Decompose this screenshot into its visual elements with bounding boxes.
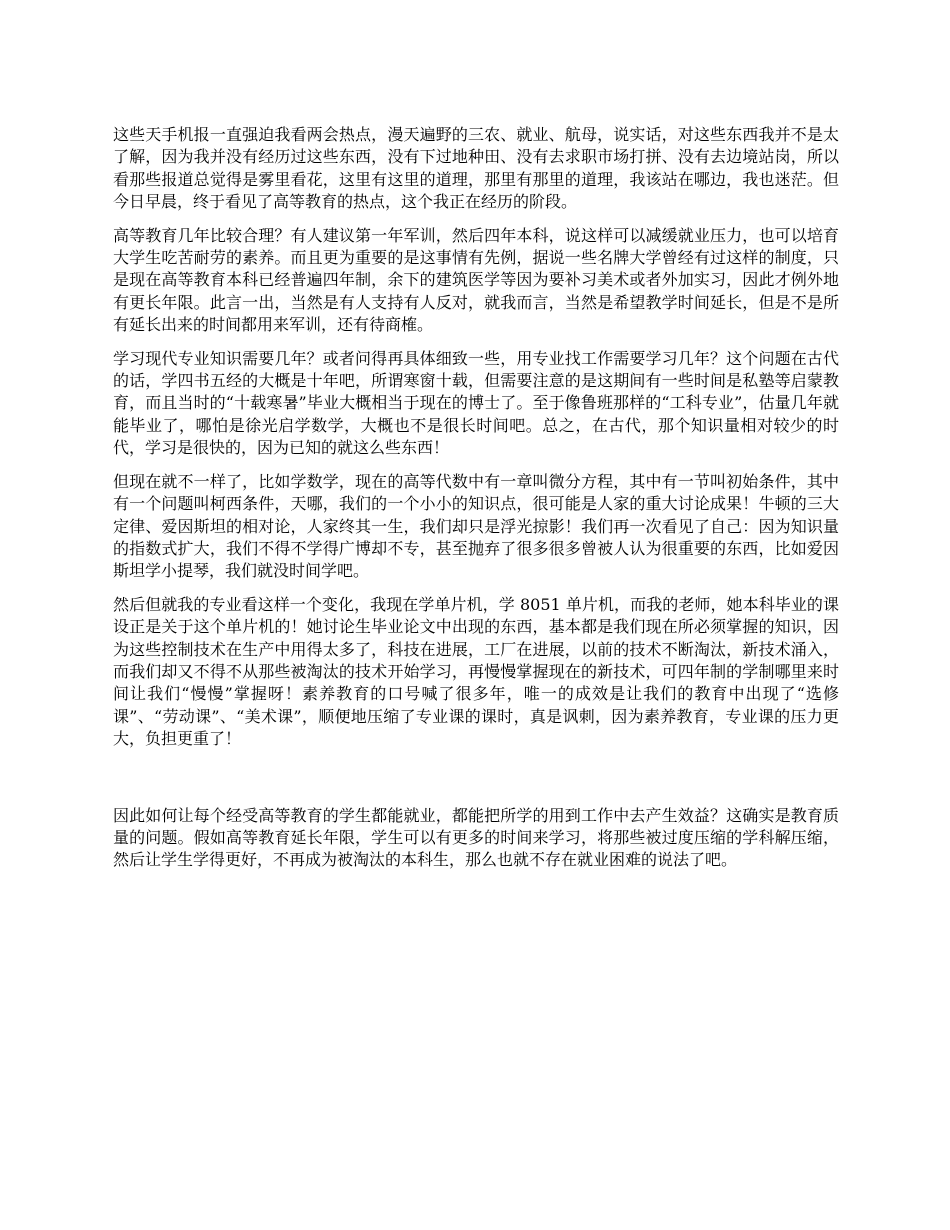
paragraph-6: 因此如何让每个经受高等教育的学生都能就业，都能把所学的用到工作中去产生效益？这确实是教育质量的问题。假如高等教育延长年限，学生可以有更多的时间来学习，将那些被过度压缩的学科解压缩，然后让学生学得更好，不再成为被淘汰的本科生，那么也就不存在就业困难的说法了吧。 xyxy=(113,805,839,870)
paragraph-spacer-large xyxy=(113,751,839,805)
paragraph-spacer xyxy=(113,214,839,225)
document-page xyxy=(113,124,839,872)
paragraph-5: 然后但就我的专业看这样一个变化，我现在学单片机，学 8051 单片机，而我的老师，她本科毕业的课设正是关于这个单片机的！她讨论生毕业论文中出现的东西，基本都是我们现在所必须掌握的知识，因为这些控制技术在生产中用得太多了，科技在进展，工厂在进展，以前的技术不断淘汰，新技术涌入，而我们却又不得不从那些被淘汰的技术开始学习，再慢慢掌握现在的新技术，可四年制的学制哪里来时间让我们“慢慢”掌握呀！素养教育的口号喊了很多年，唯一的成效是让我们的教育中出现了“选修课”、“劳动课”、“美术课”，顺便地压缩了专业课的课时，真是讽刺，因为素养教育，专业课的压力更大，负担更重了！ xyxy=(113,594,839,749)
paragraph-spacer xyxy=(113,460,839,471)
paragraph-3: 学习现代专业知识需要几年？或者问得再具体细致一些，用专业找工作需要学习几年？这个问题在古代的话，学四书五经的大概是十年吧，所谓寒窗十载，但需要注意的是这期间有一些时间是私塾等启蒙教育，而且当时的“十载寒暑”毕业大概相当于现在的博士了。至于像鲁班那样的“工科专业”，估量几年就能毕业了，哪怕是徐光启学数学，大概也不是很长时间吧。总之，在古代，那个知识量相对较少的时代，学习是很快的，因为已知的就这么些东西！ xyxy=(113,348,839,458)
paragraph-4: 但现在就不一样了，比如学数学，现在的高等代数中有一章叫微分方程，其中有一节叫初始条件，其中有一个问题叫柯西条件，天哪，我们的一个小小的知识点，很可能是人家的重大讨论成果！牛顿的三大定律、爱因斯坦的相对论，人家终其一生，我们却只是浮光掠影！我们再一次看见了自己：因为知识量的指数式扩大，我们不得不学得广博却不专，甚至抛弃了很多很多曾被人认为很重要的东西，比如爱因斯坦学小提琴，我们就没时间学吧。 xyxy=(113,471,839,581)
paragraph-spacer xyxy=(113,583,839,594)
paragraph-1: 这些天手机报一直强迫我看两会热点，漫天遍野的三农、就业、航母，说实话，对这些东西我并不是太了解，因为我并没有经历过这些东西，没有下过地种田、没有去求职市场打拼、没有去边境站岗，所以看那些报道总觉得是雾里看花，这里有这里的道理，那里有那里的道理，我该站在哪边，我也迷茫。但今日早晨，终于看见了高等教育的热点，这个我正在经历的阶段。 xyxy=(113,125,839,212)
paragraph-spacer xyxy=(113,337,839,348)
paragraph-2: 高等教育几年比较合理？有人建议第一年军训，然后四年本科，说这样可以减缓就业压力，也可以培育大学生吃苦耐劳的素养。而且更为重要的是这事情有先例，据说一些名牌大学曾经有过这样的制度，只是现在高等教育本科已经普遍四年制，余下的建筑医学等因为要补习美术或者外加实习，因此才例外地有更长年限。此言一出，当然是有人支持有人反对，就我而言，当然是希望教学时间延长，但是不是所有延长出来的时间都用来军训，还有待商榷。 xyxy=(113,225,839,335)
